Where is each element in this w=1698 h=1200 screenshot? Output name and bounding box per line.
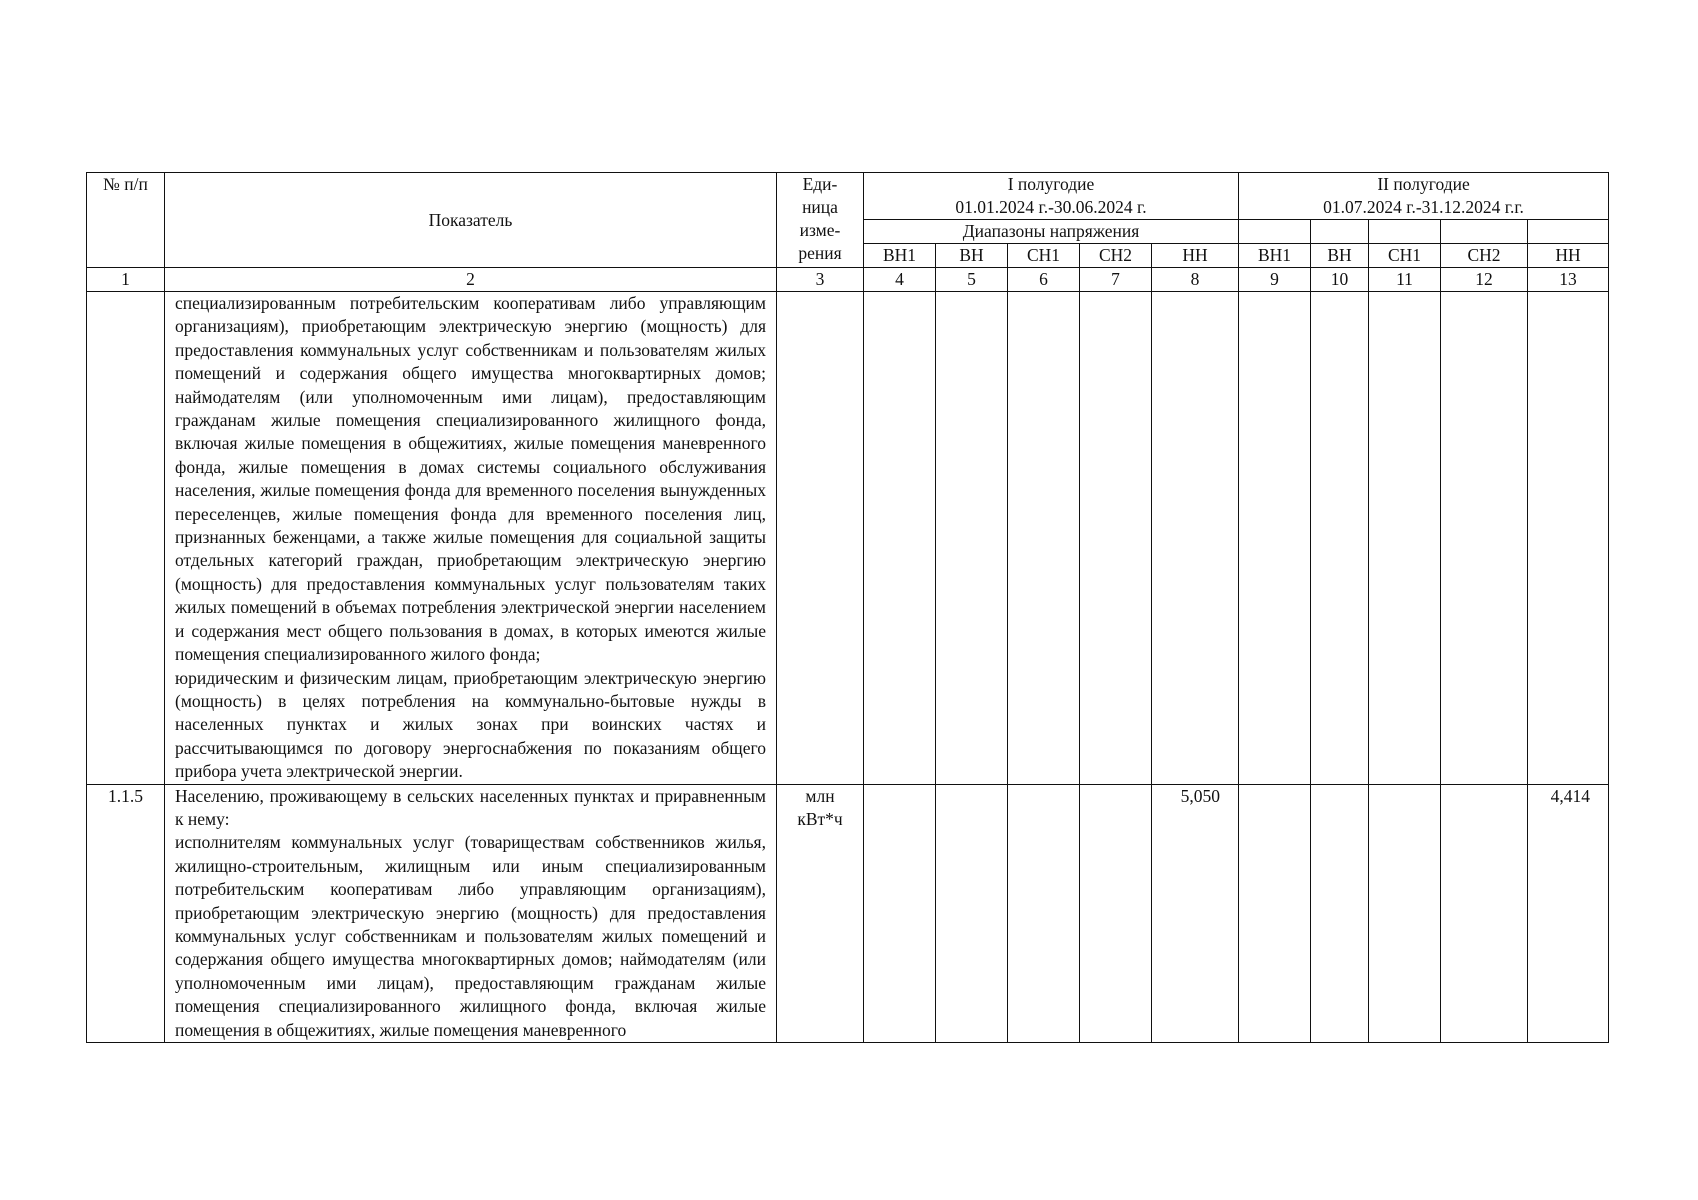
column-number: 1 [87, 268, 165, 292]
voltage-col: СН1 [1008, 244, 1080, 268]
column-number: 11 [1369, 268, 1441, 292]
table-row [87, 784, 1609, 1042]
header-col-unit [777, 173, 864, 268]
voltage-ranges-label: Диапазоны напряжения [864, 220, 1239, 244]
value-cell: 4,414 [1528, 784, 1609, 1042]
row-unit-line: млн [805, 785, 835, 806]
empty-header-cell [1369, 220, 1441, 244]
empty-header-cell [1528, 220, 1609, 244]
value-cell [1008, 784, 1080, 1042]
header-unit-line: изме- [799, 220, 841, 240]
column-number: 12 [1441, 268, 1528, 292]
value-cell [1528, 292, 1609, 785]
voltage-col: НН [1152, 244, 1239, 268]
voltage-col: СН1 [1369, 244, 1441, 268]
value-cell [1080, 784, 1152, 1042]
column-number: 9 [1239, 268, 1311, 292]
row-unit [777, 784, 864, 1042]
voltage-col: СН2 [1080, 244, 1152, 268]
header-col-number [87, 173, 165, 268]
voltage-col: ВН1 [864, 244, 936, 268]
voltage-col: НН [1528, 244, 1609, 268]
column-number: 13 [1528, 268, 1609, 292]
header-col-indicator-label: Показатель [428, 209, 513, 230]
empty-header-cell [1441, 220, 1528, 244]
row-paragraph: Населению, проживающему в сельских населенных пунктах и приравненным к нему: [175, 785, 766, 829]
period-1-dates: 01.01.2024 г.-30.06.2024 г. [955, 197, 1147, 217]
value-cell [1311, 292, 1369, 785]
value-cell [1441, 292, 1528, 785]
column-number: 5 [936, 268, 1008, 292]
empty-header-cell [1239, 220, 1311, 244]
period-2-title: II полугодие [1377, 174, 1470, 194]
value-cell [1369, 292, 1441, 785]
column-number: 6 [1008, 268, 1080, 292]
value-cell [1369, 784, 1441, 1042]
value-cell [1152, 292, 1239, 785]
row-paragraph: специализированным потребительским кооперативам либо управляющим организациям), приобретающим электрическую энергию (мощность) для предоставления коммунальных услуг собственникам и пользователям жилых помещений и содержания общего имущества многоквартирных домов; наймодателям (или уполномоченным ими лицам), предоставляющим гражданам жилые помещения специализированного жилищного фонда, включая жилые помещения в общежитиях, жилые помещения маневренного фонда, жилые помещения в домах системы социального обслуживания населения, жилые помещения фонда для временного поселения вынужденных переселенцев, жилые помещения фонда для временного поселения лиц, признанных беженцами, а также жилые помещения для социальной защиты отдельных категорий граждан, приобретающим электрическую энергию (мощность) для предоставления коммунальных услуг пользователям таких жилых помещений в объемах потребления электрической энергии населением и содержания мест общего пользования в домах, в которых имеются жилые помещения специализированного жилого фонда; [175, 293, 766, 665]
row-description [165, 292, 777, 785]
indicators-table [86, 172, 1609, 1043]
value-cell [936, 292, 1008, 785]
header-col-indicator [165, 173, 777, 268]
header-unit-line: Еди- [802, 174, 838, 194]
voltage-col: ВН [1311, 244, 1369, 268]
table-row [87, 292, 1609, 785]
column-number: 10 [1311, 268, 1369, 292]
value-cell [1311, 784, 1369, 1042]
column-number: 3 [777, 268, 864, 292]
value-cell [1239, 292, 1311, 785]
row-paragraph: юридическим и физическим лицам, приобретающим электрическую энергию (мощность) в целях потребления на коммунально-бытовые нужды в населенных пунктах и жилых зонах при воинских частях и рассчитывающимся по договору энергоснабжения по показаниям общего прибора учета электрической энергии. [175, 667, 766, 782]
header-period-2 [1239, 173, 1609, 220]
row-paragraph: исполнителям коммунальных услуг (товариществам собственников жилья, жилищно-строительным, жилищным или иным специализированным потребительским кооперативам либо управляющим организациям), приобретающим электрическую энергию (мощность) для предоставления коммунальных услуг собственникам и пользователям жилых помещений и содержания общего имущества многоквартирных домов; наймодателям (или уполномоченным ими лицам), предоставляющим гражданам жилые помещения специализированного жилищного фонда, включая жилые помещения в общежитиях, жилые помещения маневренного [175, 832, 766, 1040]
period-2-dates: 01.07.2024 г.-31.12.2024 г.г. [1323, 197, 1524, 217]
column-number: 8 [1152, 268, 1239, 292]
header-unit-line: ница [802, 197, 838, 217]
header-col-number-label: № п/п [103, 174, 148, 194]
value-cell: 5,050 [1152, 784, 1239, 1042]
value-cell [864, 292, 936, 785]
header-unit-line: рения [798, 243, 842, 263]
voltage-col: ВН [936, 244, 1008, 268]
value-cell [1080, 292, 1152, 785]
voltage-col: ВН1 [1239, 244, 1311, 268]
header-period-1 [864, 173, 1239, 220]
row-unit-line: кВт*ч [797, 808, 843, 829]
period-1-title: I полугодие [1007, 174, 1095, 194]
value-cell [936, 784, 1008, 1042]
value-cell [1239, 784, 1311, 1042]
voltage-col: СН2 [1441, 244, 1528, 268]
column-number: 7 [1080, 268, 1152, 292]
document-sheet [86, 172, 1608, 1043]
row-number: 1.1.5 [87, 784, 165, 1042]
row-description [165, 784, 777, 1042]
value-cell [1441, 784, 1528, 1042]
value-cell [1008, 292, 1080, 785]
column-number: 4 [864, 268, 936, 292]
row-number [87, 292, 165, 785]
column-number: 2 [165, 268, 777, 292]
empty-header-cell [1311, 220, 1369, 244]
row-unit [777, 292, 864, 785]
value-cell [864, 784, 936, 1042]
